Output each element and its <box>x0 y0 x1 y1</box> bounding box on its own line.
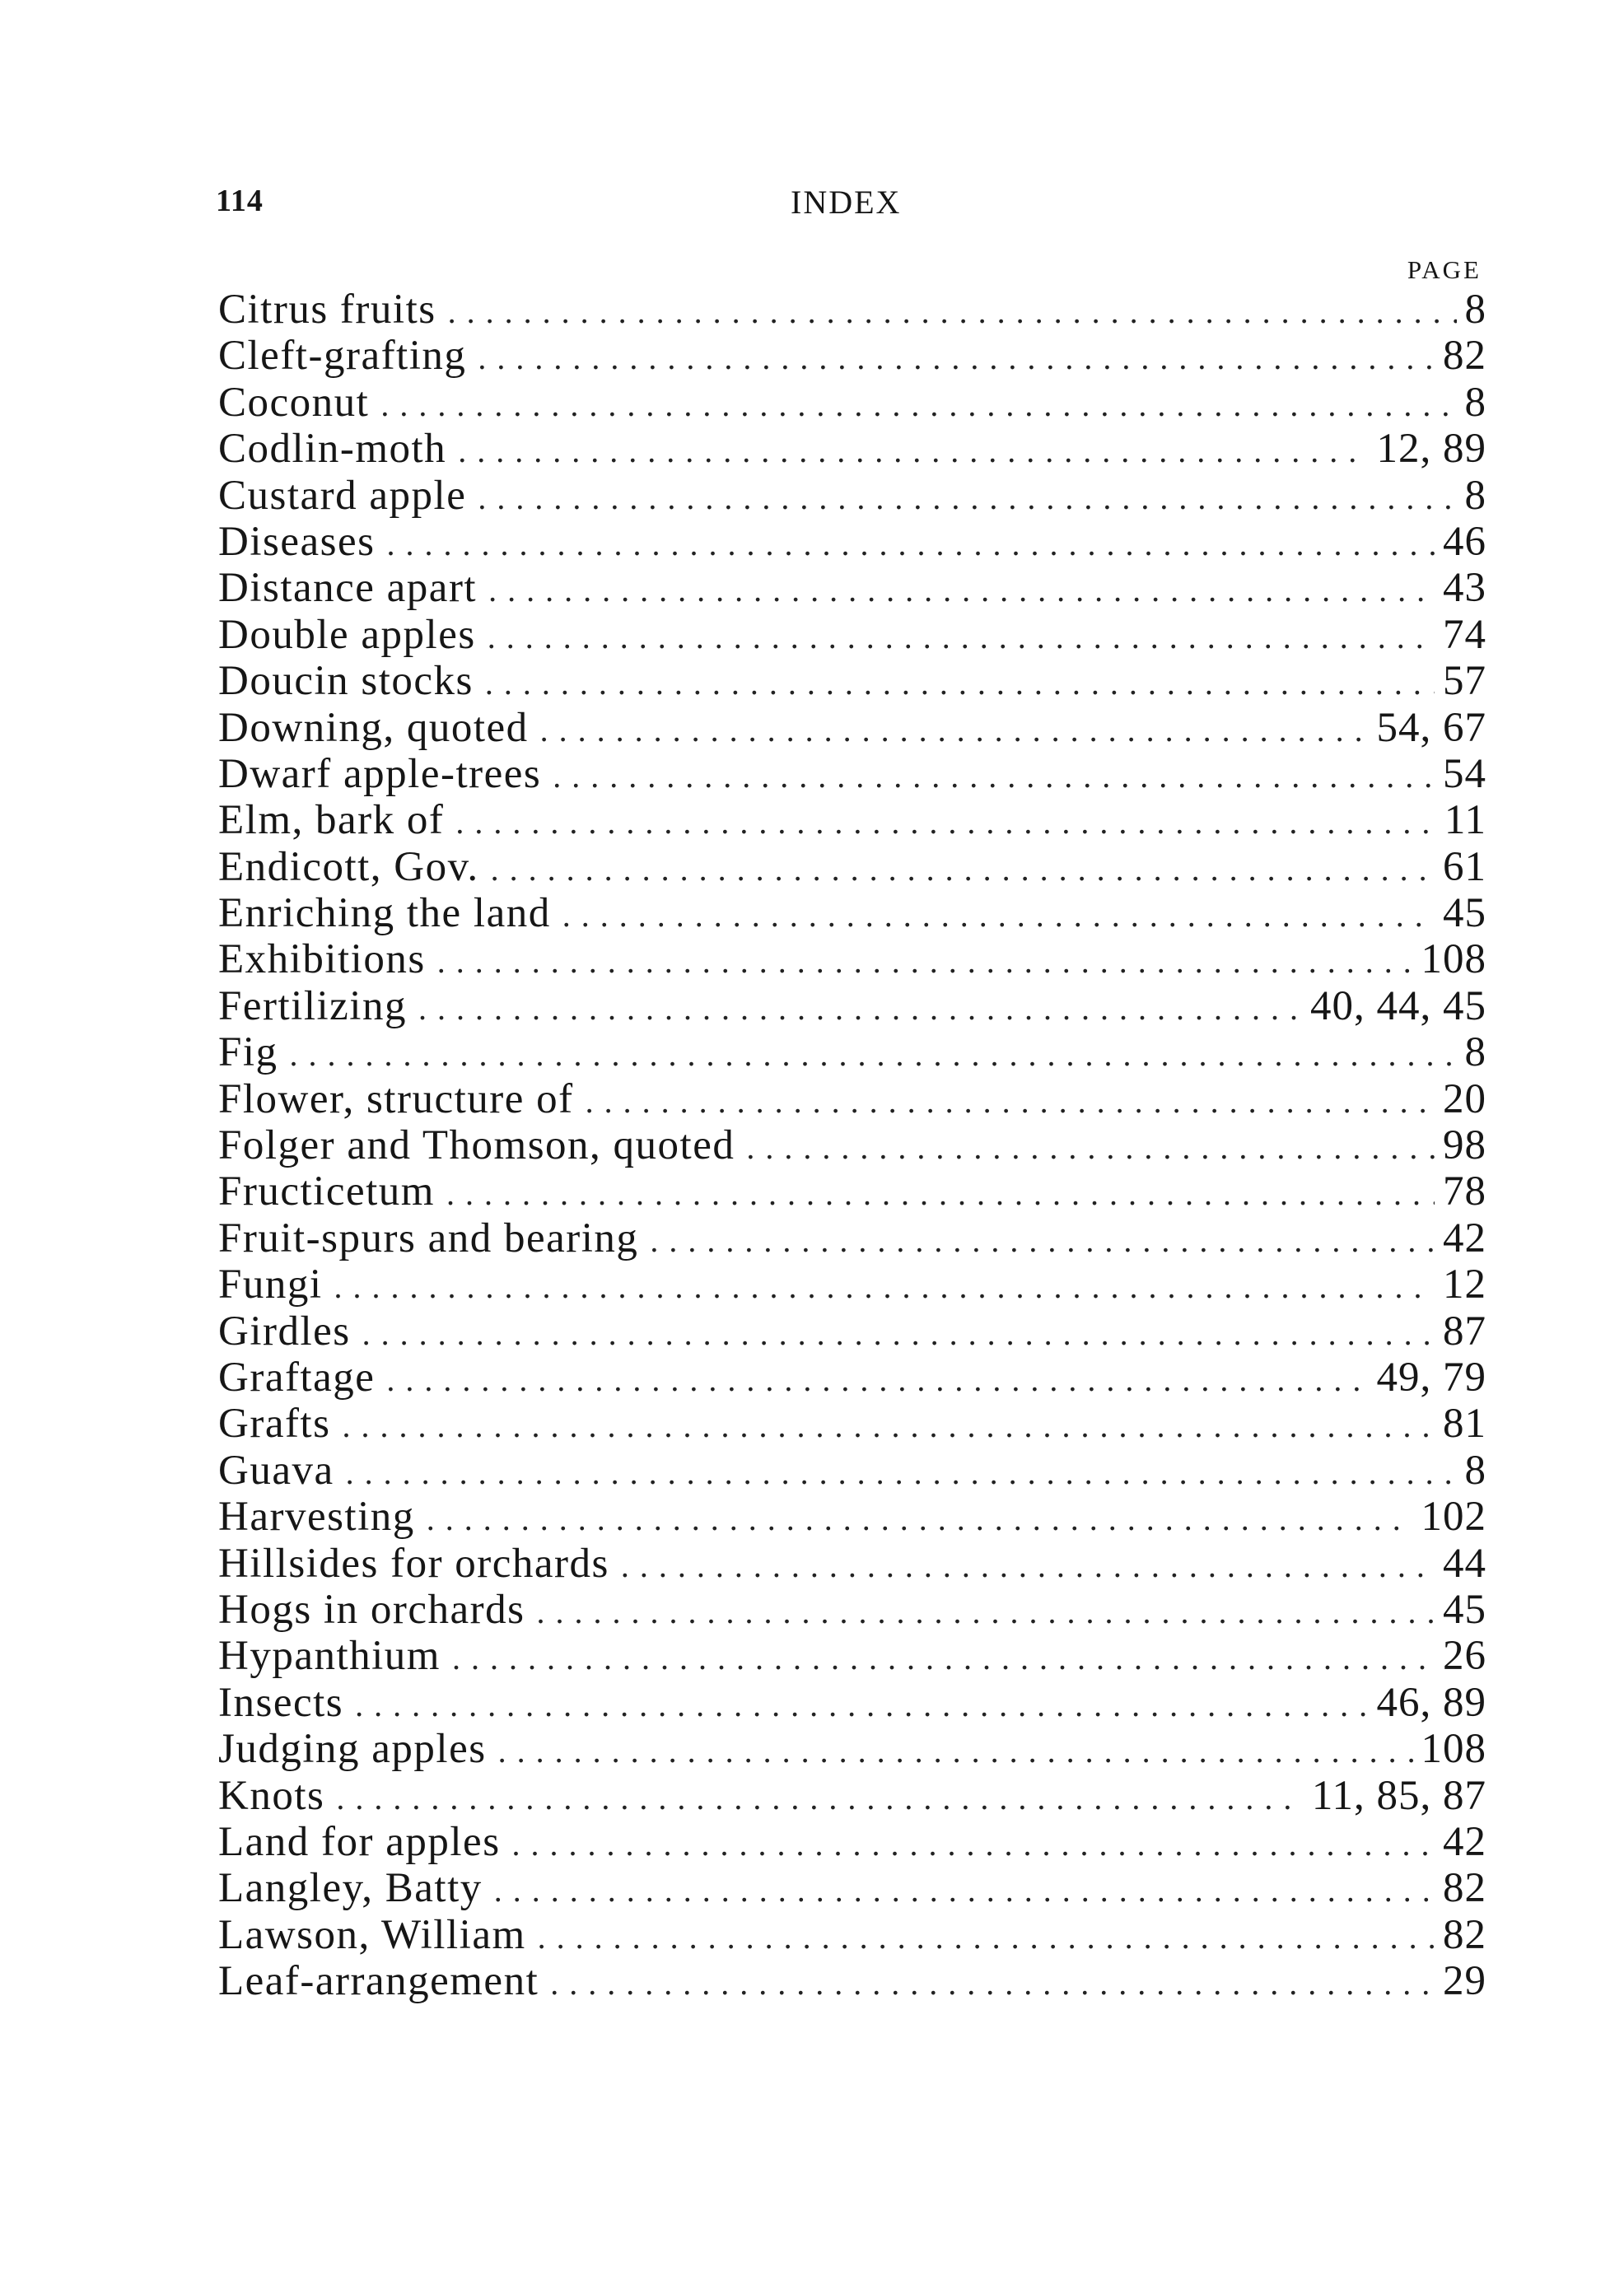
dot-leader <box>380 382 1456 428</box>
dot-leader <box>446 1171 1435 1217</box>
index-page-refs: 8 <box>1464 1029 1486 1076</box>
dot-leader <box>478 335 1435 381</box>
index-term: Hillsides for orchards <box>218 1541 621 1587</box>
index-page-refs: 81 <box>1443 1401 1486 1448</box>
index-page-refs: 46 <box>1443 518 1486 565</box>
index-term: Fruit-spurs and bearing <box>218 1215 650 1261</box>
dot-leader <box>498 1728 1413 1774</box>
index-page-refs: 43 <box>1443 565 1486 612</box>
page-title: INDEX <box>791 184 902 221</box>
page-number: 114 <box>216 184 264 218</box>
index-page-refs: 8 <box>1464 472 1486 519</box>
index-entry <box>218 1726 1486 1772</box>
index-term: Harvesting <box>218 1494 427 1540</box>
dot-leader <box>650 1218 1435 1264</box>
index-page-refs: 11, 85, 87 <box>1311 1772 1486 1819</box>
dot-leader <box>418 986 1302 1032</box>
index-entry <box>218 380 1486 426</box>
index-page-refs: 29 <box>1443 1958 1486 2005</box>
index-term: Fig <box>218 1029 290 1075</box>
dot-leader <box>538 1914 1435 1961</box>
index-term: Endicott, Gov. <box>218 844 491 890</box>
index-term: Fungi <box>218 1261 334 1308</box>
index-term: Flower, structure of <box>218 1076 586 1122</box>
index-entry <box>218 1401 1486 1447</box>
index-entry <box>218 519 1486 565</box>
index-page-refs: 44 <box>1443 1540 1486 1587</box>
index-page-refs: 54 <box>1443 750 1486 797</box>
index-term: Langley, Batty <box>218 1865 494 1911</box>
index-term: Insects <box>218 1680 355 1726</box>
index-page-refs: 102 <box>1421 1494 1486 1541</box>
index-entry <box>218 1308 1486 1355</box>
index-page-refs: 12 <box>1443 1261 1486 1308</box>
index-page-refs: 46, 89 <box>1376 1679 1486 1726</box>
index-term: Doucin stocks <box>218 658 485 704</box>
index-entry <box>218 1819 1486 1865</box>
index-entry <box>218 1029 1486 1075</box>
index-entry <box>218 751 1486 797</box>
index-entry <box>218 333 1486 379</box>
index-entry <box>218 658 1486 704</box>
dot-leader <box>455 800 1436 846</box>
dot-leader <box>362 1311 1435 1357</box>
dot-leader <box>336 1775 1304 1821</box>
index-term: Double apples <box>218 612 488 658</box>
dot-leader <box>386 521 1435 567</box>
dot-leader <box>437 939 1413 985</box>
index-term: Hogs in orchards <box>218 1587 536 1633</box>
dot-leader <box>512 1821 1435 1868</box>
index-term: Elm, bark of <box>218 797 455 843</box>
index-term: Fertilizing <box>218 983 418 1029</box>
index-page-refs: 74 <box>1443 611 1486 658</box>
index-term: Knots <box>218 1773 336 1819</box>
index-page-refs: 54, 67 <box>1376 704 1486 751</box>
index-page-refs: 108 <box>1421 1726 1486 1773</box>
dot-leader <box>536 1589 1435 1635</box>
dot-leader <box>562 893 1435 939</box>
index-entry <box>218 1680 1486 1726</box>
index-page-refs: 82 <box>1443 333 1486 380</box>
dot-leader <box>452 1635 1435 1681</box>
index-term: Land for apples <box>218 1819 512 1865</box>
index-term: Diseases <box>218 519 386 565</box>
index-term: Folger and Thomson, quoted <box>218 1122 746 1168</box>
index-page-refs: 26 <box>1443 1633 1486 1680</box>
index-term: Cleft-grafting <box>218 333 478 379</box>
index-page-refs: 108 <box>1421 936 1486 983</box>
dot-leader <box>485 660 1435 706</box>
page-column-label: PAGE <box>1407 255 1482 284</box>
index-page-refs: 82 <box>1443 1865 1486 1912</box>
dot-leader <box>621 1543 1435 1589</box>
index-page-refs: 49, 79 <box>1376 1354 1486 1401</box>
index-entry <box>218 1355 1486 1401</box>
index-entry <box>218 287 1486 333</box>
index-entry <box>218 1958 1486 2004</box>
index-entry <box>218 844 1486 890</box>
index-entry <box>218 565 1486 611</box>
dot-leader <box>386 1357 1368 1403</box>
index-page-refs: 82 <box>1443 1911 1486 1958</box>
index-page-refs: 98 <box>1443 1122 1486 1169</box>
index-page-refs: 42 <box>1443 1818 1486 1865</box>
index-entry <box>218 705 1486 751</box>
index-term: Guava <box>218 1448 346 1494</box>
dot-leader <box>746 1125 1435 1171</box>
dot-leader <box>342 1403 1435 1449</box>
index-entry <box>218 1215 1486 1261</box>
running-head <box>216 183 1500 232</box>
index-entry <box>218 1122 1486 1168</box>
index-term: Downing, quoted <box>218 705 540 751</box>
dot-leader <box>334 1264 1435 1310</box>
dot-leader <box>355 1682 1368 1728</box>
index-entry <box>218 1865 1486 1911</box>
dot-leader <box>488 614 1435 660</box>
dot-leader <box>494 1868 1435 1914</box>
index-entry <box>218 1494 1486 1540</box>
dot-leader <box>553 753 1435 800</box>
index-term: Custard apple <box>218 473 478 519</box>
index-page-refs: 40, 44, 45 <box>1310 982 1486 1029</box>
index-term: Enriching the land <box>218 890 562 936</box>
index-entry <box>218 1541 1486 1587</box>
dot-leader <box>540 707 1369 753</box>
index-entry <box>218 983 1486 1029</box>
index-term: Graftage <box>218 1355 386 1401</box>
index-page-refs: 42 <box>1443 1215 1486 1261</box>
index-term: Citrus fruits <box>218 287 448 333</box>
index-term: Leaf-arrangement <box>218 1958 550 2004</box>
dot-leader <box>550 1961 1435 2007</box>
index-page-refs: 20 <box>1443 1075 1486 1122</box>
index-entry <box>218 936 1486 982</box>
index-term: Girdles <box>218 1308 362 1355</box>
index-page-refs: 11 <box>1444 797 1486 844</box>
index-entry <box>218 1168 1486 1215</box>
index-entry <box>218 426 1486 472</box>
index-entry <box>218 1773 1486 1819</box>
index-term: Coconut <box>218 380 380 426</box>
index-term: Grafts <box>218 1401 342 1447</box>
index-term: Dwarf apple-trees <box>218 751 553 797</box>
index-page-refs: 61 <box>1443 843 1486 890</box>
index-term: Fructicetum <box>218 1168 446 1215</box>
index-page-refs: 78 <box>1443 1168 1486 1215</box>
dot-leader <box>478 475 1456 521</box>
dot-leader <box>427 1496 1413 1542</box>
index-page-refs: 87 <box>1443 1308 1486 1355</box>
index-entry <box>218 1912 1486 1958</box>
index-entry <box>218 1587 1486 1633</box>
dot-leader <box>346 1450 1457 1496</box>
index-entry <box>218 1448 1486 1494</box>
index-page-refs: 8 <box>1464 287 1486 333</box>
index-term: Codlin-moth <box>218 426 458 472</box>
index-entry <box>218 612 1486 658</box>
dot-leader <box>290 1032 1457 1078</box>
dot-leader <box>488 567 1435 613</box>
dot-leader <box>458 428 1368 474</box>
index-entry-list <box>218 287 1486 2004</box>
dot-leader <box>448 289 1457 335</box>
index-term: Exhibitions <box>218 936 437 982</box>
index-entry <box>218 797 1486 843</box>
index-term: Judging apples <box>218 1726 498 1772</box>
dot-leader <box>586 1079 1435 1125</box>
index-term: Hypanthium <box>218 1633 452 1679</box>
index-page-refs: 45 <box>1443 1586 1486 1633</box>
index-page-refs: 8 <box>1464 379 1486 426</box>
index-entry <box>218 1076 1486 1122</box>
dot-leader <box>491 846 1435 893</box>
index-term: Lawson, William <box>218 1912 538 1958</box>
index-entry <box>218 890 1486 936</box>
index-page-refs: 57 <box>1443 658 1486 705</box>
index-term: Distance apart <box>218 565 488 611</box>
index-entry <box>218 1633 1486 1679</box>
index-page-refs: 45 <box>1443 890 1486 937</box>
index-entry <box>218 1261 1486 1308</box>
index-page-refs: 8 <box>1464 1447 1486 1494</box>
index-page-refs: 12, 89 <box>1376 426 1486 473</box>
index-entry <box>218 473 1486 519</box>
